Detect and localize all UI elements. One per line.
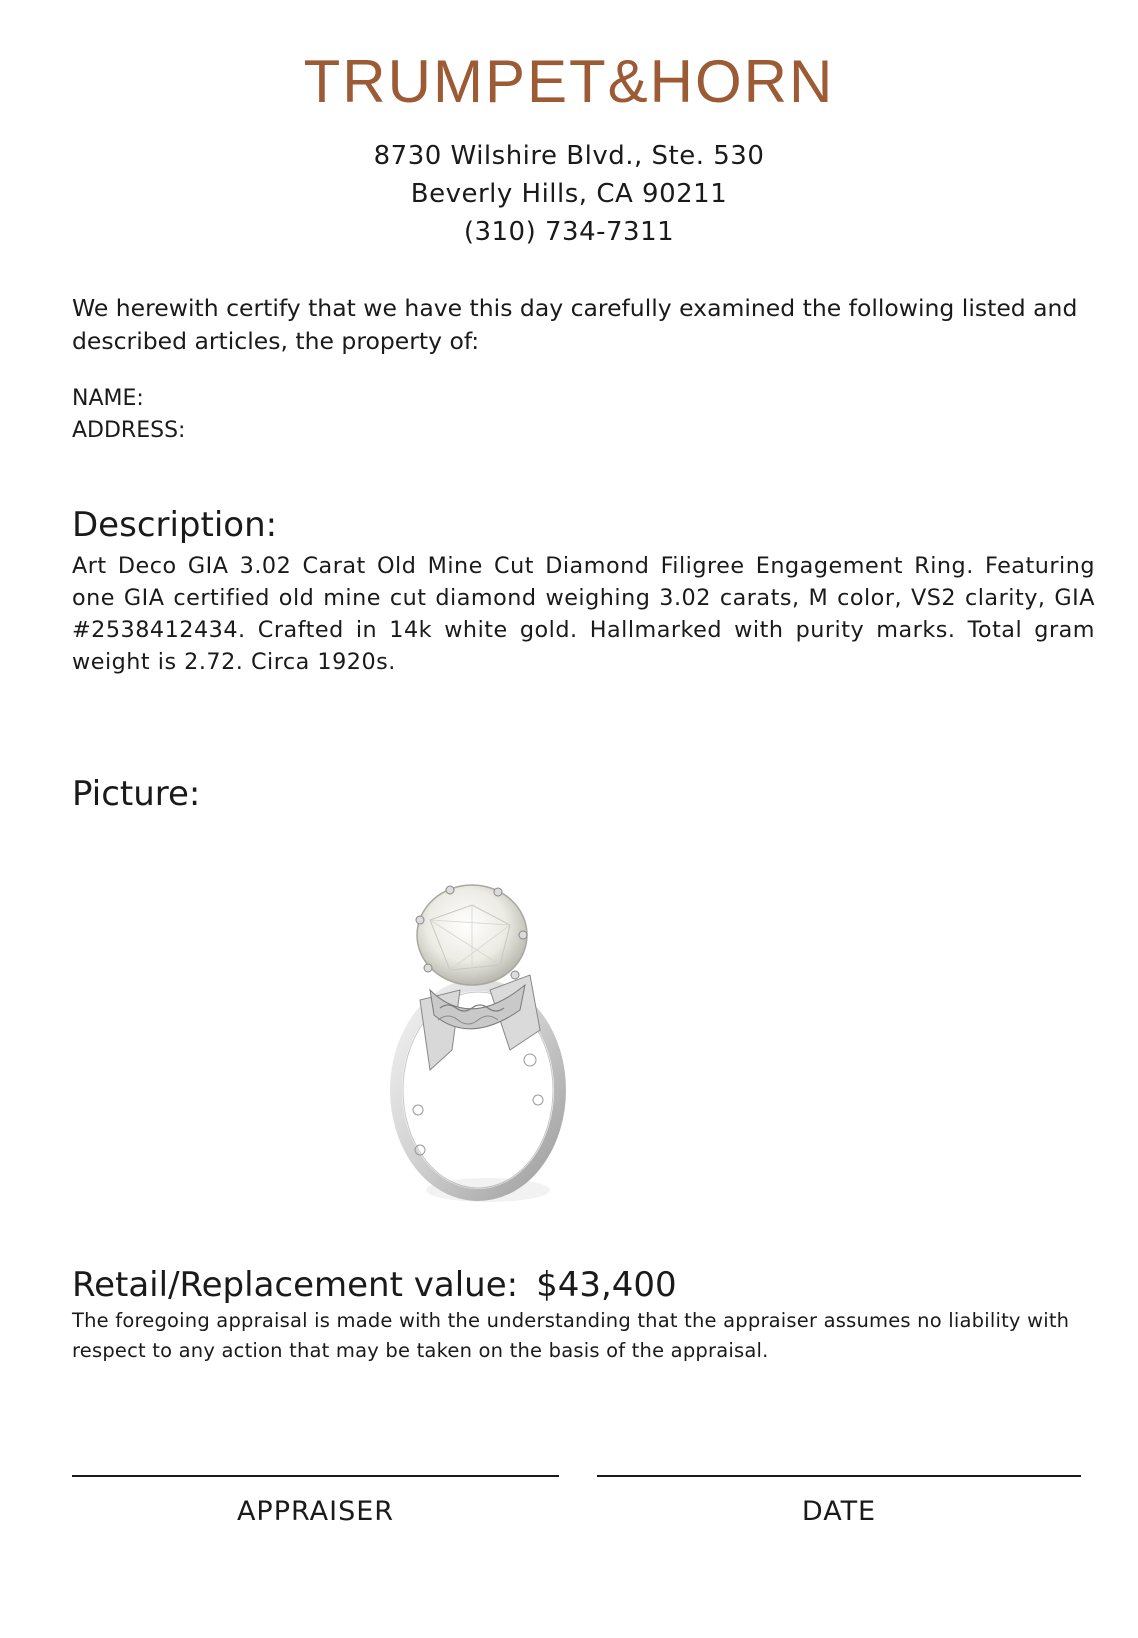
- date-signature-line: [597, 1475, 1081, 1477]
- appraiser-label: APPRAISER: [236, 1496, 395, 1527]
- company-address-block: [0, 137, 1138, 251]
- description-heading: Description:: [72, 505, 278, 545]
- retail-value-price: $43,400: [536, 1265, 677, 1305]
- address-label: ADDRESS:: [72, 418, 186, 443]
- phone-number: (310) 734-7311: [463, 217, 675, 247]
- appraisal-disclaimer: The foregoing appraisal is made with the understanding that the appraiser assumes no liability with respect to any action that may be taken on the basis of the appraisal.: [72, 1309, 1070, 1362]
- appraiser-signature-line: [72, 1475, 559, 1477]
- name-label: NAME:: [72, 386, 144, 411]
- retail-value-label: Retail/Replacement value:: [72, 1265, 519, 1305]
- address-line-1: 8730 Wilshire Blvd., Ste. 530: [373, 141, 765, 171]
- ring-photo: [360, 880, 620, 1260]
- retail-value-row: [72, 1265, 677, 1305]
- description-text: Art Deco GIA 3.02 Carat Old Mine Cut Diamond Filigree Engagement Ring. Featuring one GIA certified old mine cut diamond weighing 3.02 carats, M color, VS2 clarity, GIA #2538412434. Crafted in 14k white gold. Hallmarked with purity marks. Total gram weight is 2.72. Circa 1920s.: [72, 553, 1095, 675]
- certification-statement: We herewith certify that we have this day carefully examined the following listed and described articles, the property of:: [72, 294, 1078, 355]
- picture-heading: Picture:: [72, 774, 201, 814]
- company-logo: TRUMPET&HORN: [303, 48, 835, 115]
- date-label: DATE: [801, 1496, 877, 1527]
- address-line-2: Beverly Hills, CA 90211: [410, 179, 728, 209]
